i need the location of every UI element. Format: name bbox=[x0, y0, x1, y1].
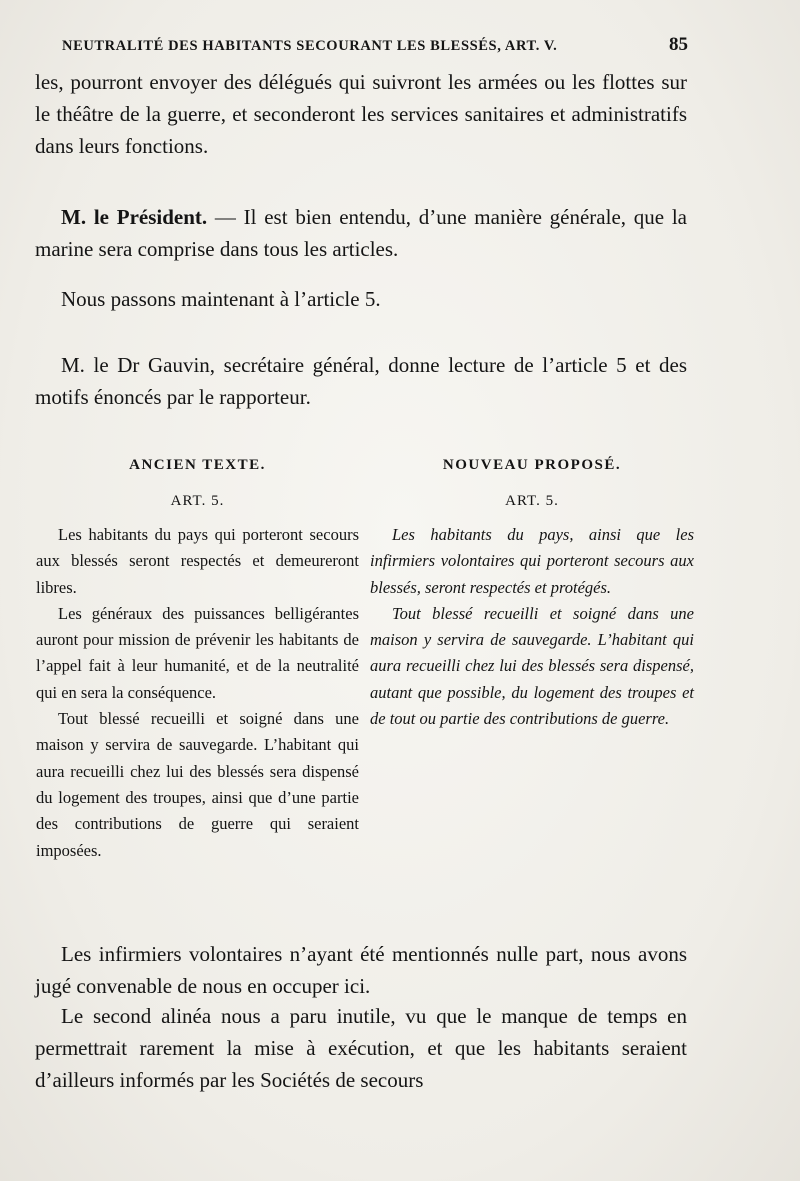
paragraph-secretary: M. le Dr Gauvin, secrétaire général, donne lecture de l’article 5 et des motifs énoncés par le rapporteur. bbox=[35, 353, 687, 409]
speaker-name: M. le Président. bbox=[61, 205, 208, 229]
article-label-old: ART. 5. bbox=[170, 493, 225, 509]
paragraph-president bbox=[35, 201, 687, 265]
running-header bbox=[62, 34, 688, 56]
old-text-paragraph: Les habitants du pays qui porteront secours aux blessés seront respectés et demeureront libres. bbox=[36, 525, 359, 597]
new-text-paragraph: Les habitants du pays, ainsi que les infirmiers volontaires qui porteront secours aux blessés, seront respectés et protégés. bbox=[370, 525, 694, 597]
paragraph-second-alinea: Le second alinéa nous a paru inutile, vu que le manque de temps en permettrait rarement la mise à exécution, et que les habitants seraient d’ailleurs informés par les Sociétés de secours bbox=[35, 1004, 687, 1092]
running-title: NEUTRALITÉ DES HABITANTS SECOURANT LES BLESSÉS, ART. V. bbox=[62, 38, 558, 54]
new-text-paragraph: Tout blessé recueilli et soigné dans une maison y servira de sauvegarde. L’habitant qui aura recueilli chez lui des blessés sera dispensé, autant que possible, du logement des troupes et de tout ou partie des contributions de guerre. bbox=[370, 603, 694, 729]
paragraph-infirmiers: Les infirmiers volontaires n’ayant été mentionnés nulle part, nous avons jugé convenable de nous en occuper ici. bbox=[35, 942, 687, 998]
column-heading-new: NOUVEAU PROPOSÉ. bbox=[442, 457, 622, 473]
page-number: 85 bbox=[669, 34, 688, 55]
column-old-text bbox=[36, 452, 359, 864]
speaker-text: — Il est bien entendu, d’une manière générale, que la marine sera comprise dans tous les articles. bbox=[35, 205, 688, 261]
old-text-paragraph: Les généraux des puissances belligérantes auront pour mission de prévenir les habitants de l’appel fait à leur humanité, et de la neutralité qui en sera la conséquence. bbox=[36, 603, 359, 702]
article-label-new: ART. 5. bbox=[505, 493, 559, 509]
paragraph-continuation: les, pourront envoyer des délégués qui suivront les armées ou les flottes sur le théâtre de la guerre, et seconderont les services sanitaires et administratifs dans leurs fonctions. bbox=[35, 70, 687, 158]
column-heading-old: ANCIEN TEXTE. bbox=[129, 457, 266, 473]
old-text-paragraph: Tout blessé recueilli et soigné dans une maison y servira de sauvegarde. L’habitant qui aura recueilli chez lui des blessés sera dispensé du logement des troupes, ainsi que d’une partie des contributions de guerre qui seraient imposées. bbox=[36, 709, 359, 860]
column-new-text bbox=[370, 452, 694, 732]
paragraph-next-article: Nous passons maintenant à l’article 5. bbox=[61, 287, 381, 311]
